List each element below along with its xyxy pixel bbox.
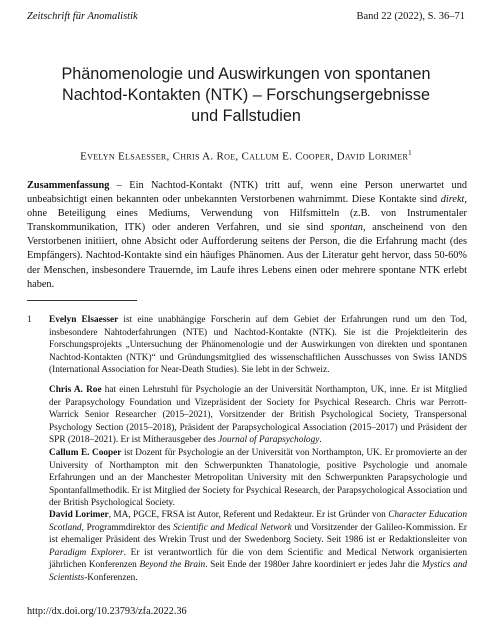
article-title (40, 64, 452, 127)
footnote-number: 1 (27, 315, 32, 325)
author-name: David Lorimer (49, 510, 109, 520)
doi-link[interactable]: http://dx.doi.org/10.23793/zfa.2022.36 (27, 606, 187, 617)
conference-name: Beyond the Brain (139, 560, 206, 571)
footnote-text: -Konferenzen. (84, 572, 138, 583)
author-footnote-mark: 1 (408, 149, 412, 157)
journal-title: Journal of Parapsychology (218, 435, 320, 446)
abstract-emphasis: direkt (440, 194, 465, 206)
author-name: Callum E. Cooper (49, 448, 122, 458)
footnote-cooper (27, 447, 467, 510)
title-line: Nachtod-Kontakten (NTK) – Forschungsergebnisse (62, 86, 430, 104)
title-line: und Fallstudien (191, 107, 301, 125)
footnote-text: , Programmdirektor des (81, 522, 174, 533)
organization-name: Scientific and Medical Network (173, 522, 292, 533)
conference-name: Mystics and Scientists (49, 560, 468, 583)
title-line: Phänomenologie und Auswirkungen von spontanen (61, 65, 431, 83)
author-name: Chris A. Roe (49, 385, 102, 395)
footnote-elsaesser (27, 314, 467, 377)
footnote-text: . (319, 435, 322, 446)
organization-name: Character Education Scotland (49, 510, 467, 533)
volume-pages: Band 22 (2022), S. 36–71 (356, 11, 465, 22)
footnote-text: und Vorsitzender der Galileo-Kommission. Er ist ehemaliger Präsident des Wrekin Trust und der Swedenborg Society. Seit 1986 ist er Redaktionsleiter von (49, 522, 467, 546)
footnote-lorimer (27, 509, 467, 585)
publication-name: Paradigm Explorer (49, 547, 124, 558)
footnote-text: . Er ist verantwortlich für die von dem Scientific and Medical Network organisierten jährlichen Konferenzen (49, 547, 467, 571)
author-name: Evelyn Elsaesser (49, 315, 119, 325)
footnote-text: hat einen Lehrstuhl für Psychologie an der Universität Northampton, UK, inne. Er ist Mitglied der Parapsychology Foundation und Vizepräsident der Society for Psychical Research. Chris war Perrott-Warrick Senior Researcher (2015–2021), Vorsitzender der British Psychological Society, Transpersonal Psychology Section (2015–2018), Präsident der Parapsychological Association (2015–2017) und Präsident der SPR (2018–2021). Er ist Mitherausgeber des (49, 385, 468, 446)
abstract-emphasis: spontan (330, 222, 363, 234)
author-list (20, 149, 472, 163)
footnote-text: ist Dozent für Psychologie an der Universität von Northampton, UK. Er promovierte an der University of Northampton mit den Schwerpunkten Thanatologie, positive Psychologie und anomale Erfahrungen und an der Manchester Metropolitan University mit den Schwerpunkten Parapsychologie und Spontanfallmethodik. Er ist Mitglied der Society for Psychical Research, der Parapsychological Association und der British Psychological Society. (49, 448, 467, 509)
footnote-text: . Seit Ende der 1980er Jahre koordiniert er jedes Jahr die (205, 560, 423, 571)
journal-name: Zeitschrift für Anomalistik (27, 11, 138, 22)
running-header (27, 10, 465, 26)
footnote-separator (27, 300, 137, 301)
footnote-text: , MA, PGCE, FRSA ist Autor, Referent und Redakteur. Er ist Gründer von (108, 510, 389, 520)
abstract-label: Zusammenfassung (27, 180, 110, 191)
footnote-roe (27, 384, 467, 447)
abstract (27, 179, 467, 292)
abstract-text: – Ein Nachtod-Kontakt (NTK) tritt auf, wenn eine Person unerwartet und unbeabsichtigt einen bekannten oder unbekannten Verstorbenen wahrnimmt. Diese Kontakte sind (27, 180, 467, 206)
abstract-text: , ohne Beteiligung eines Mediums, Verwendung von Hilfsmitteln (z.B. von Instrumentaler Transkommunikation, ITK) oder anderen Verfahren, und sie sind (27, 194, 467, 234)
author-names: Evelyn Elsaesser, Chris A. Roe, Callum E. Cooper, David Lorimer (80, 150, 409, 163)
footnote-text: ist eine unabhängige Forscherin auf dem Gebiet der Erfahrungen rund um den Tod, insbesondere Nahtoderfahrungen (NTE) und Nachtod-Kontakte (NTK). Sie ist die Projektleiterin des Forschungsprojekts „Untersuchung der Phänomenologie und der Auswirkungen von direkten und spontanen Nachtod-Kontakten (NTK)“ und Gründungsmitglied des wissenschaftlichen Ausschusses von Swiss IANDS (International Association for Near-Death Studies). Sie lebt in der Schweiz. (49, 315, 467, 376)
abstract-text: , anscheinend von den Verstorbenen initiiert, ohne Absicht oder Aufforderung seitens der Person, die die Erfahrung macht (des Empfängers). Nachtod-Kontakte sind ein häufiges Phänomen. Aus der Literatur geht hervor, dass 50-60% der Menschen, insbesondere Trauernde, im Laufe ihres Lebens einen oder mehrere spontane NTK erlebt haben. (27, 222, 467, 290)
